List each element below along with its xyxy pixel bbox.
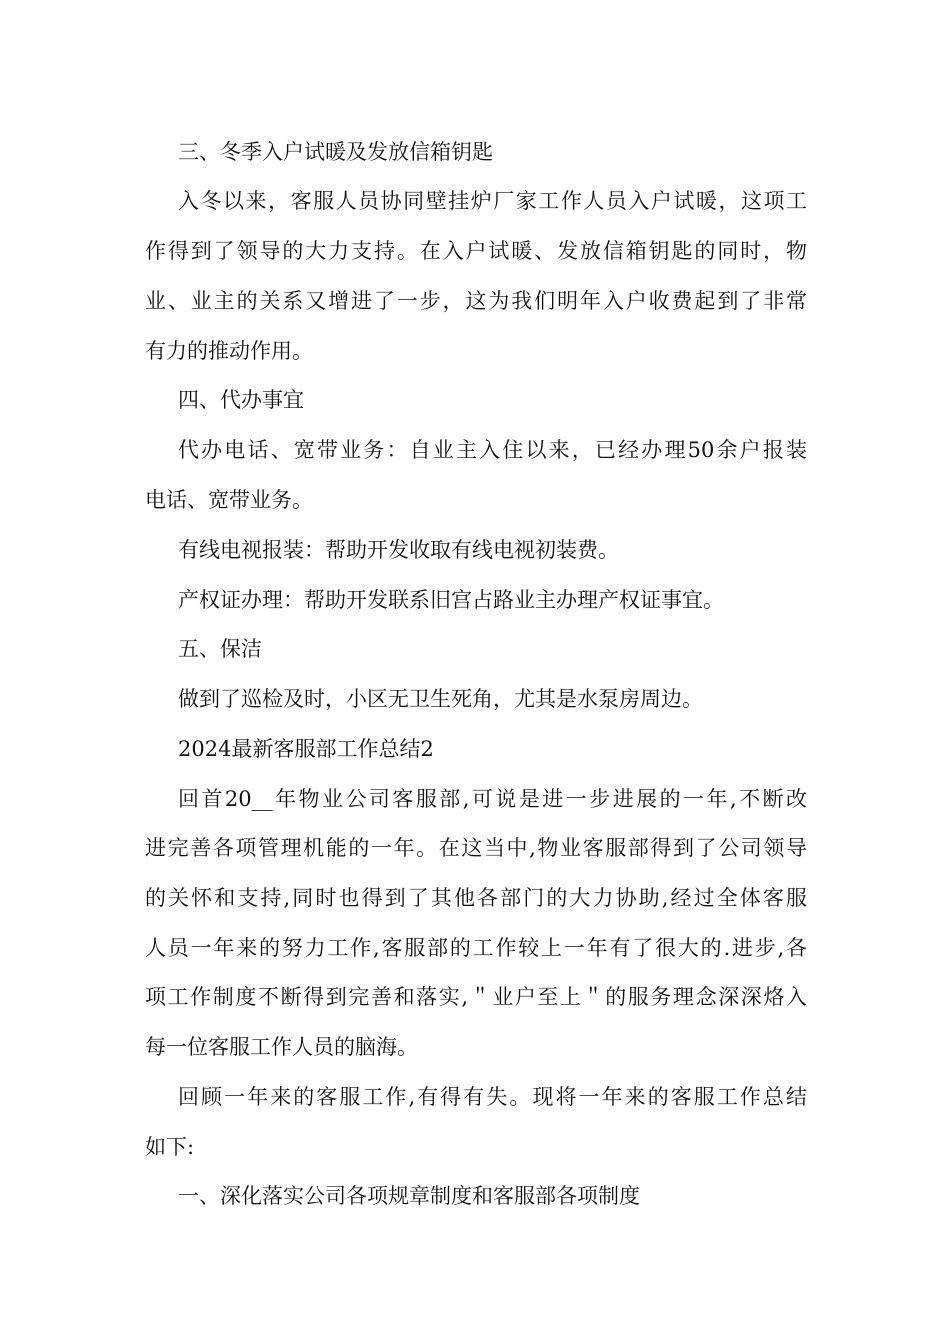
paragraph-line: 有力的推动作用。	[145, 339, 313, 363]
paragraph-line: 如下:	[145, 1135, 195, 1159]
paragraph-line: 电话、宽带业务。	[145, 488, 313, 512]
paragraph-line: 的关怀和支持,同时也得到了其他各部门的大力协助,经过全体客服	[145, 886, 807, 910]
paragraph-line: 项工作制度不断得到完善和落实,＂业户至上＂的服务理念深深烙入	[145, 985, 807, 1009]
section-heading-cleaning: 五、保洁	[178, 637, 262, 661]
section-heading-winter-heating: 三、冬季入户试暖及发放信箱钥匙	[178, 140, 493, 164]
paragraph-line: 代办电话、宽带业务：自业主入住以来，已经办理50余户报装	[178, 438, 807, 462]
paragraph-line: 人员一年来的努力工作,客服部的工作较上一年有了很大的.进步,各	[145, 936, 807, 960]
paragraph-line: 有线电视报装：帮助开发收取有线电视初装费。	[178, 538, 619, 562]
paragraph-line: 作得到了领导的大力支持。在入户试暖、发放信箱钥匙的同时，物	[145, 239, 807, 263]
paragraph-line: 入冬以来，客服人员协同壁挂炉厂家工作人员入户试暖，这项工	[178, 189, 807, 213]
paragraph-line: 回顾一年来的客服工作,有得有失。现将一年来的客服工作总结	[178, 1085, 807, 1109]
section-heading-regulations: 一、深化落实公司各项规章制度和客服部各项制度	[178, 1184, 640, 1208]
section-heading-agency: 四、代办事宜	[178, 388, 304, 412]
paragraph-line: 做到了巡检及时，小区无卫生死角，尤其是水泵房周边。	[178, 687, 703, 711]
paragraph-line: 产权证办理：帮助开发联系旧宫占路业主办理产权证事宜。	[178, 588, 724, 612]
paragraph-line: 业、业主的关系又增进了一步，这为我们明年入户收费起到了非常	[145, 289, 807, 313]
paragraph-line: 回首20__年物业公司客服部,可说是进一步进展的一年,不断改	[178, 787, 807, 811]
paragraph-line: 进完善各项管理机能的一年。在这当中,物业客服部得到了公司领导	[145, 836, 807, 860]
paragraph-line: 每一位客服工作人员的脑海。	[145, 1035, 418, 1059]
document-subtitle: 2024最新客服部工作总结2	[178, 737, 434, 761]
